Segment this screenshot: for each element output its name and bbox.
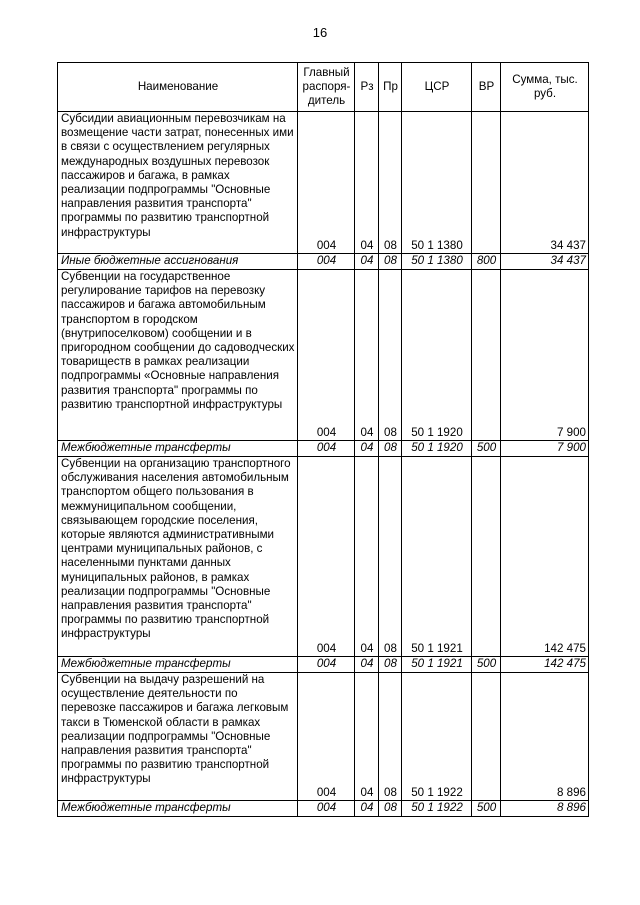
row-expense-type xyxy=(472,457,501,657)
table-row xyxy=(58,270,589,441)
row-amount: 34 437 xyxy=(501,254,589,270)
table-row xyxy=(58,441,589,457)
row-chief-administrator: 004 xyxy=(298,270,355,441)
header-expense-type: ВР xyxy=(472,63,501,112)
row-expense-type xyxy=(472,270,501,441)
row-target-article: 50 1 1380 xyxy=(402,112,472,254)
row-name: Межбюджетные трансферты xyxy=(58,657,298,673)
table-row xyxy=(58,457,589,657)
table-header-row xyxy=(58,63,589,112)
row-section: 04 xyxy=(355,112,379,254)
row-subsection: 08 xyxy=(379,657,402,673)
row-target-article: 50 1 1920 xyxy=(402,441,472,457)
row-name: Межбюджетные трансферты xyxy=(58,801,298,817)
row-section: 04 xyxy=(355,254,379,270)
row-chief-administrator: 004 xyxy=(298,673,355,801)
row-subsection: 08 xyxy=(379,457,402,657)
row-section: 04 xyxy=(355,457,379,657)
table-row xyxy=(58,657,589,673)
row-expense-type: 500 xyxy=(472,441,501,457)
table-row xyxy=(58,112,589,254)
budget-table xyxy=(57,62,589,817)
header-amount: Сумма, тыс. руб. xyxy=(501,63,589,112)
row-amount: 7 900 xyxy=(501,441,589,457)
row-amount: 8 896 xyxy=(501,801,589,817)
row-amount: 34 437 xyxy=(501,112,589,254)
row-subsection: 08 xyxy=(379,112,402,254)
row-target-article: 50 1 1920 xyxy=(402,270,472,441)
row-name: Субвенции на государственное регулирование тарифов на перевозку пассажиров и багажа автомобильным транспортом в городском (внутрипоселковом) сообщении и в пригородном сообщении до садоводческих товариществ в рамках реализации подпрограммы «Основные направления развития транспорта" программы по развитию транспортной инфраструктуры xyxy=(58,270,298,441)
row-name: Межбюджетные трансферты xyxy=(58,441,298,457)
header-name: Наименование xyxy=(58,63,298,112)
header-target-article: ЦСР xyxy=(402,63,472,112)
row-subsection: 08 xyxy=(379,270,402,441)
row-target-article: 50 1 1921 xyxy=(402,457,472,657)
row-amount: 142 475 xyxy=(501,657,589,673)
row-target-article: 50 1 1921 xyxy=(402,657,472,673)
row-expense-type: 500 xyxy=(472,657,501,673)
table-row xyxy=(58,801,589,817)
row-section: 04 xyxy=(355,673,379,801)
row-chief-administrator: 004 xyxy=(298,457,355,657)
row-expense-type xyxy=(472,673,501,801)
row-section: 04 xyxy=(355,441,379,457)
row-name: Субвенции на выдачу разрешений на осуществление деятельности по перевозке пассажиров и багажа легковым такси в Тюменской области в рамках реализации подпрограммы "Основные направления развития транспорта" программы по развитию транспортной инфраструктуры xyxy=(58,673,298,801)
row-expense-type: 800 xyxy=(472,254,501,270)
row-section: 04 xyxy=(355,657,379,673)
header-section: Рз xyxy=(355,63,379,112)
row-amount: 142 475 xyxy=(501,457,589,657)
header-subsection: Пр xyxy=(379,63,402,112)
row-target-article: 50 1 1922 xyxy=(402,801,472,817)
table-row xyxy=(58,254,589,270)
row-chief-administrator: 004 xyxy=(298,441,355,457)
row-expense-type xyxy=(472,112,501,254)
row-expense-type: 500 xyxy=(472,801,501,817)
row-name: Иные бюджетные ассигнования xyxy=(58,254,298,270)
row-chief-administrator: 004 xyxy=(298,254,355,270)
page-number: 16 xyxy=(312,25,328,40)
row-amount: 7 900 xyxy=(501,270,589,441)
row-target-article: 50 1 1922 xyxy=(402,673,472,801)
row-subsection: 08 xyxy=(379,673,402,801)
row-name: Субсидии авиационным перевозчикам на возмещение части затрат, понесенных ими в связи с осуществлением регулярных международных воздушных перевозок пассажиров и багажа, в рамках реализации подпрограммы "Основные направления развития транспорта" программы по развитию транспортной инфраструктуры xyxy=(58,112,298,254)
row-chief-administrator: 004 xyxy=(298,801,355,817)
row-name: Субвенции на организацию транспортного обслуживания населения автомобильным транспортом общего пользования в межмуниципальном сообщении, связывающем городские поселения, которые являются административными центрами муниципальных районов, с населенными пунктами данных муниципальных районов, в рамках реализации подпрограммы "Основные направления развития транспорта" программы по развитию транспортной инфраструктуры xyxy=(58,457,298,657)
header-chief-administrator: Главный распоря- дитель xyxy=(298,63,355,112)
row-subsection: 08 xyxy=(379,254,402,270)
table-row xyxy=(58,673,589,801)
row-chief-administrator: 004 xyxy=(298,112,355,254)
row-section: 04 xyxy=(355,801,379,817)
row-target-article: 50 1 1380 xyxy=(402,254,472,270)
row-amount: 8 896 xyxy=(501,673,589,801)
row-subsection: 08 xyxy=(379,801,402,817)
row-section: 04 xyxy=(355,270,379,441)
row-subsection: 08 xyxy=(379,441,402,457)
row-chief-administrator: 004 xyxy=(298,657,355,673)
